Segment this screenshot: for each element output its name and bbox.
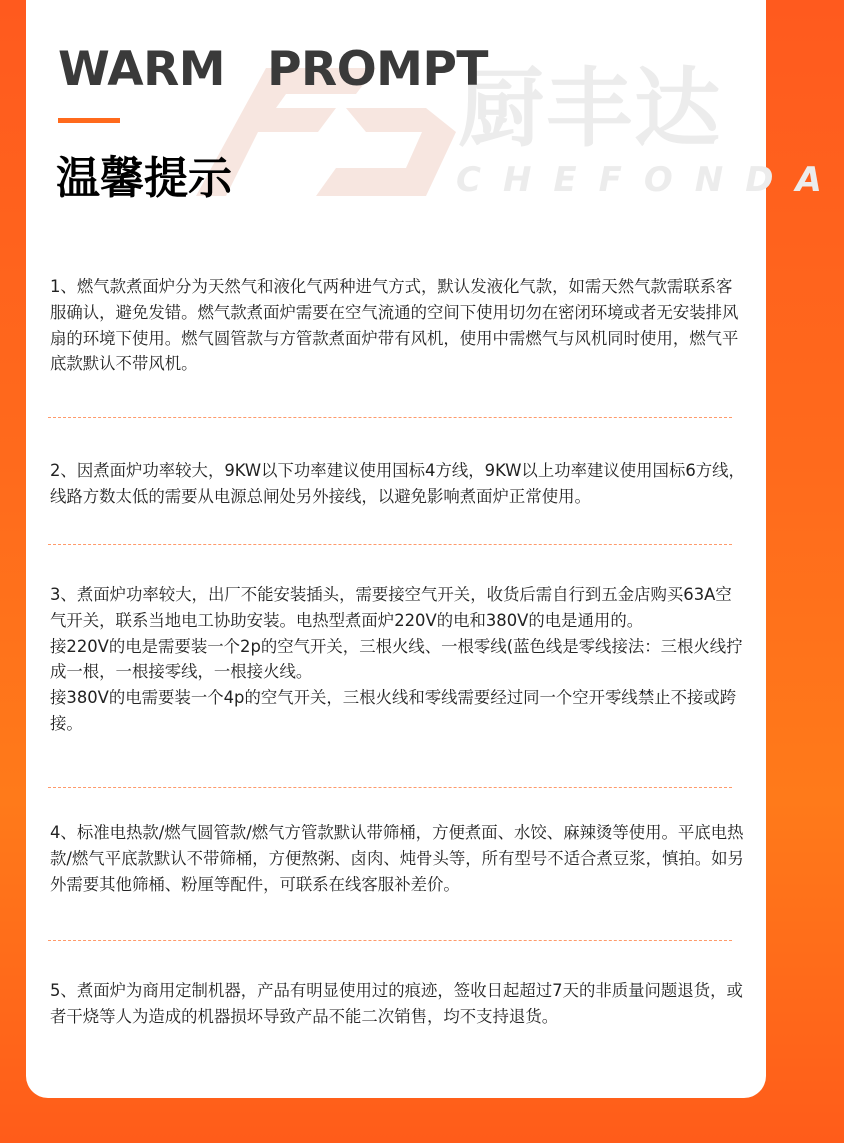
watermark-brand-cn: 厨丰达 [458,59,722,159]
note-4 [50,820,746,897]
note-3 [50,582,746,737]
watermark-brand-en: CHEFONDA [456,160,844,200]
note-4-text: 4、标准电热款/燃气圆管款/燃气方管款默认带筛桶，方便煮面、水饺、麻辣烫等使用。平底电热款/燃气平底款默认不带筛桶，方便熬粥、卤肉、炖骨头等，所有型号不适合煮豆浆，慎拍。如另外需要其他筛桶、粉厘等配件，可联系在线客服补差价。 [50,823,744,894]
heading-word-warm: WARM [58,42,226,97]
note-1-text: 1、燃气款煮面炉分为天然气和液化气两种进气方式，默认发液化气款，如需天然气款需联系客服确认，避免发错。燃气款煮面炉需要在空气流通的空间下使用切勿在密闭环境或者无安装排风扇的环境下使用。燃气圆管款与方管款煮面炉带有风机，使用中需燃气与风机同时使用，燃气平底款默认不带风机。 [50,277,739,374]
note-1 [50,274,746,377]
note-5-text: 5、煮面炉为商用定制机器，产品有明显使用过的痕迹，签收日起超过7天的非质量问题退货，或者干烧等人为造成的机器损坏导致产品不能二次销售，均不支持退货。 [50,981,743,1026]
warm-prompt-card [26,0,844,1098]
divider-4 [48,940,732,941]
note-5 [50,978,746,1030]
note-3-text-2: 接220V的电是需要装一个2p的空气开关，三根火线、一根零线(蓝色线是零线接法：三根火线拧成一根，一根接零线，一根接火线。 [50,636,743,682]
heading-accent-bar [58,118,120,123]
heading-word-prompt: PROMPT [267,42,488,97]
heading-english [58,42,488,97]
heading-chinese: 温馨提示 [56,153,232,204]
divider-1 [48,417,732,418]
note-2 [50,458,746,510]
divider-3 [48,787,732,788]
divider-2 [48,544,732,545]
note-3-text-1: 3、煮面炉功率较大，出厂不能安装插头，需要接空气开关，收货后需自行到五金店购买63A空气开关，联系当地电工协助安装。电热型煮面炉220V的电和380V的电是通用的。 [50,585,732,630]
note-3-text-3: 接380V的电需要装一个4p的空气开关，三根火线和零线需要经过同一个空开零线禁止不接或跨接。 [50,688,737,733]
note-2-text: 2、因煮面炉功率较大，9KW以下功率建议使用国标4方线，9KW以上功率建议使用国标6方线，线路方数太低的需要从电源总闸处另外接线，以避免影响煮面炉正常使用。 [50,461,745,506]
